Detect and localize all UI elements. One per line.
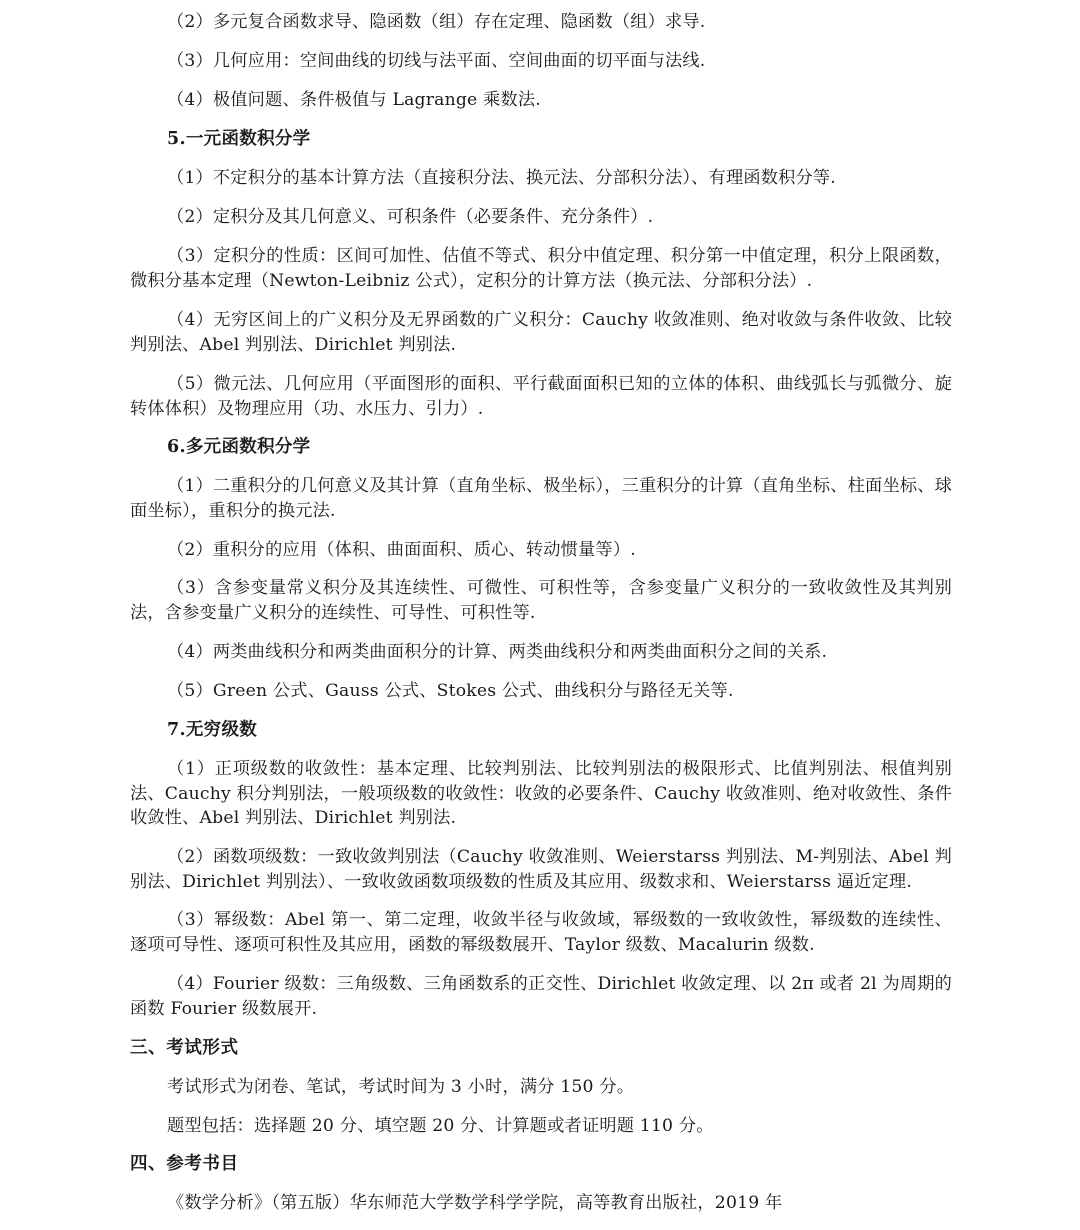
item-4-4: （4）极值问题、条件极值与 Lagrange 乘数法.: [167, 90, 541, 110]
item-6-4: （4）两类曲线积分和两类曲面积分的计算、两类曲线积分和两类曲面积分之间的关系.: [167, 642, 828, 662]
item-5-2: （2）定积分及其几何意义、可积条件（必要条件、充分条件）.: [167, 207, 654, 227]
item-5-5: （5）微元法、几何应用（平面图形的面积、平行截面面积已知的立体的体积、曲线弧长与弧微分、旋转体体积）及物理应用（功、水压力、引力）.: [130, 374, 952, 419]
section-heading-exam-format: 三、考试形式: [130, 1038, 239, 1058]
section-heading-references: 四、参考书目: [130, 1154, 239, 1174]
section-heading-7: 7.无穷级数: [167, 720, 258, 740]
item-5-4: （4）无穷区间上的广义积分及无界函数的广义积分：Cauchy 收敛准则、绝对收敛与条件收敛、比较判别法、Abel 判别法、Dirichlet 判别法.: [130, 310, 952, 355]
item-5-3: （3）定积分的性质：区间可加性、估值不等式、积分中值定理、积分第一中值定理，积分上限函数，微积分基本定理（Newton-Leibniz 公式），定积分的计算方法（换元法、分部积分法）.: [130, 246, 952, 291]
item-6-2: （2）重积分的应用（体积、曲面面积、质心、转动惯量等）.: [167, 540, 636, 560]
exam-format-text: 考试形式为闭卷、笔试，考试时间为 3 小时，满分 150 分。: [167, 1077, 635, 1097]
item-6-3: （3）含参变量常义积分及其连续性、可微性、可积性等，含参变量广义积分的一致收敛性及其判别法，含参变量广义积分的连续性、可导性、可积性等.: [130, 578, 952, 623]
question-types-text: 题型包括：选择题 20 分、填空题 20 分、计算题或者证明题 110 分。: [167, 1116, 714, 1136]
item-4-3: （3）几何应用：空间曲线的切线与法平面、空间曲面的切平面与法线.: [167, 51, 706, 71]
item-6-1: （1）二重积分的几何意义及其计算（直角坐标、极坐标），三重积分的计算（直角坐标、柱面坐标、球面坐标），重积分的换元法.: [130, 476, 952, 521]
item-6-5: （5）Green 公式、Gauss 公式、Stokes 公式、曲线积分与路径无关等.: [167, 681, 734, 701]
item-7-3: （3）幂级数：Abel 第一、第二定理，收敛半径与收敛域，幂级数的一致收敛性，幂级数的连续性、逐项可导性、逐项可积性及其应用，函数的幂级数展开、Taylor 级数、Macalurin 级数.: [130, 910, 952, 955]
section-heading-6: 6.多元函数积分学: [167, 437, 311, 457]
item-7-2: （2）函数项级数：一致收敛判别法（Cauchy 收敛准则、Weierstarss 判别法、M-判别法、Abel 判别法、Dirichlet 判别法）、一致收敛函数项级数的性质及其应用、级数求和、Weierstarss 逼近定理.: [130, 847, 952, 892]
item-4-2: （2）多元复合函数求导、隐函数（组）存在定理、隐函数（组）求导.: [167, 12, 706, 32]
section-heading-5: 5.一元函数积分学: [167, 129, 311, 149]
reference-book: 《数学分析》（第五版）华东师范大学数学科学学院，高等教育出版社，2019 年: [167, 1193, 783, 1213]
item-7-1: （1）正项级数的收敛性：基本定理、比较判别法、比较判别法的极限形式、比值判别法、根值判别法、Cauchy 积分判别法，一般项级数的收敛性：收敛的必要条件、Cauchy 收敛准则、绝对收敛性、条件收敛性、Abel 判别法、Dirichlet 判别法.: [130, 759, 952, 828]
item-7-4: （4）Fourier 级数：三角级数、三角函数系的正交性、Dirichlet 收敛定理、以 2π 或者 2l 为周期的函数 Fourier 级数展开.: [130, 974, 952, 1019]
item-5-1: （1）不定积分的基本计算方法（直接积分法、换元法、分部积分法）、有理函数积分等.: [167, 168, 836, 188]
